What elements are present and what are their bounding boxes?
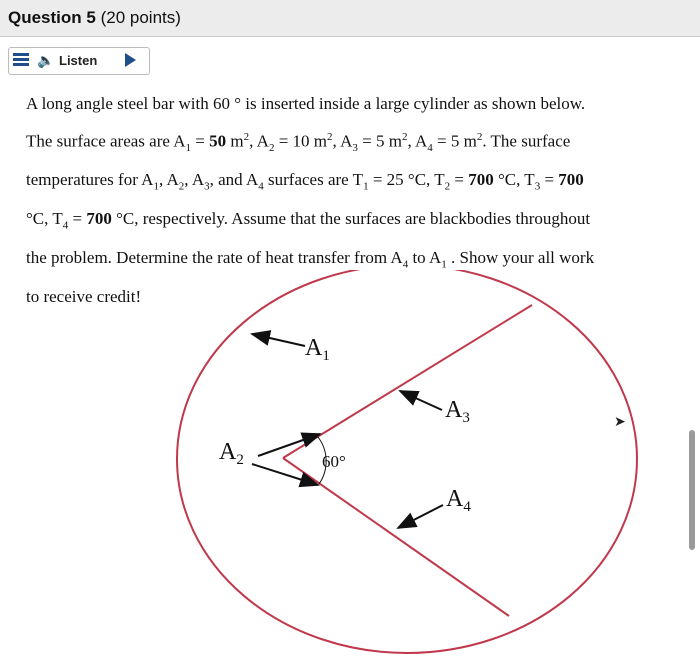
problem-line-4: °C, $T_4 = 700$ °C, respectively. Assume that the surfaces are blackbodies throughout — [26, 208, 591, 232]
problem-line-6: to receive credit! — [26, 286, 142, 306]
a2-value: 10 — [292, 131, 310, 151]
label-a4: $A_4$ — [446, 486, 471, 515]
problem-line-1: A long angle steel bar with 60 ° is inserted inside a large cylinder as shown below. — [26, 94, 586, 113]
angle-bar-upper — [283, 305, 532, 458]
listen-toolbar[interactable] — [8, 47, 150, 75]
speaker-icon: 🔈 — [37, 52, 55, 68]
a4-value: 5 — [450, 131, 460, 151]
menu-icon[interactable] — [13, 53, 29, 69]
question-header — [0, 0, 700, 37]
t4-value: 700 — [86, 208, 112, 228]
problem-line-3: temperatures for $A_1$, $A_2$, $A_3$, and $A_4$ surfaces are $T_1 = 25$ °C, $T_2 = 700$ °C, $T_3 = 700$ — [26, 170, 584, 193]
label-a1: $A_1$ — [305, 335, 330, 364]
question-points: (20 points) — [100, 8, 181, 27]
t1-value: 25 — [386, 170, 404, 190]
a3-value: 5 — [375, 131, 385, 151]
arrow-a4 — [398, 505, 443, 528]
question-title — [8, 8, 181, 28]
problem-line-2: The surface areas are $A_1 = 50$ $m^2$, $A_2 = 10$ $m^2$, $A_3 = 5$ $m^2$, $A_4 = 5$ $m^2$. The surface — [26, 130, 571, 154]
cylinder-circle — [177, 270, 637, 653]
label-a2: $A_2$ — [219, 439, 244, 468]
mouse-cursor-icon: ➤ — [614, 414, 626, 430]
label-a3: $A_3$ — [445, 397, 470, 426]
t3-value: 700 — [558, 170, 584, 190]
scrollbar[interactable] — [689, 430, 695, 550]
play-icon[interactable] — [125, 53, 136, 67]
angle-bar-lower — [283, 458, 509, 616]
t2-value: 700 — [468, 170, 494, 190]
question-number: Question 5 — [8, 8, 96, 27]
listen-button[interactable]: Listen — [59, 53, 98, 68]
problem-line-5: the problem. Determine the rate of heat transfer from $A_4$ to $A_1$ . Show your all work — [26, 247, 595, 271]
angle-label: 60° — [322, 452, 346, 471]
arrow-a2-upper — [258, 434, 320, 456]
arrow-a1 — [252, 334, 305, 346]
cylinder-diagram — [0, 270, 700, 661]
a1-value: 50 — [209, 131, 227, 151]
arrow-a3 — [400, 391, 442, 410]
